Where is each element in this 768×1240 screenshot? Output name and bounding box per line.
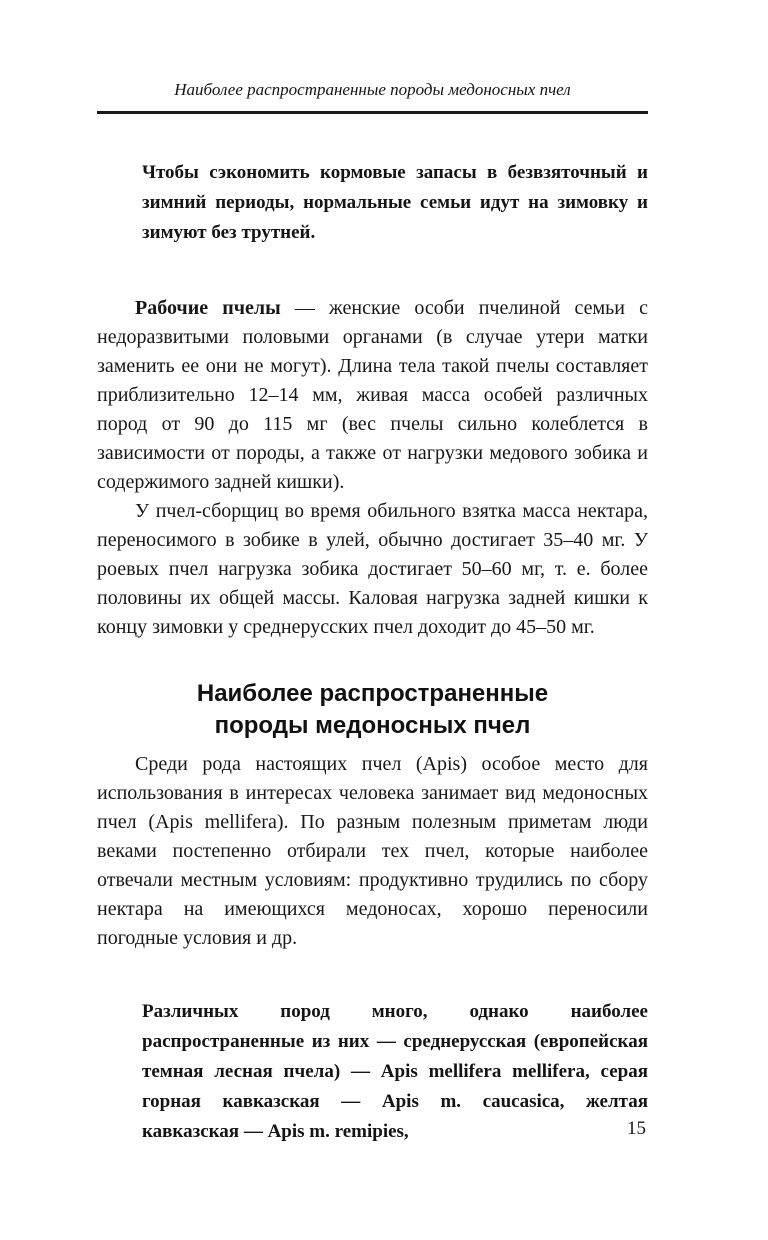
section-heading-line1: Наиболее распространенные <box>196 680 549 707</box>
paragraph-worker-bees-text: — женские особи пчелиной семьи с недоразвитыми половыми органами (в случае утери матки заменить ее они не могут). Длина тела такой пчелы составляет приблизительно 12–14 мм, живая масса особей различных пород от 90 до 115 мг (вес пчелы сильно колеблется в зависимости от породы, а также от нагрузки медового зобика и содержимого задней кишки). <box>97 297 648 493</box>
callout-wintering: Чтобы сэкономить кормовые запасы в безвзяточный и зимний периоды, нормальные семьи идут на зимовку и зимуют без трутней. <box>142 162 648 243</box>
running-header: Наиболее распространенные породы медоносных пчел <box>174 80 571 99</box>
section-heading-line2: породы медоносных пчел <box>214 712 531 739</box>
paragraph-worker-bees-lead: Рабочие пчелы <box>135 297 281 319</box>
paragraph-worker-bees <box>97 294 648 497</box>
paragraph-nectar-load: У пчел-сборщиц во время обильного взятка масса нектара, переносимого в зобике в улей, обычно достигает 35–40 мг. У роевых пчел нагрузка зобика достигает 50–60 мг, т. е. более половины их общей массы. Каловая нагрузка задней кишки к концу зимовки у среднерусских пчел доходит до 45–50 мг. <box>97 500 648 638</box>
section-heading <box>97 678 648 742</box>
page-number: 15 <box>627 1118 646 1139</box>
callout-breeds: Различных пород много, однако наиболее распространенные из них — среднерусская (европейская темная лесная пчела) — Apis mellifera mellifera, серая горная кавказская — Apis m. caucasica, желтая кавказская — Apis m. remipies, <box>142 1001 648 1142</box>
page-content <box>97 80 648 1147</box>
header-rule-divider <box>97 111 648 114</box>
paragraph-apis: Среди рода настоящих пчел (Apis) особое место для использования в интересах человека занимает вид медоносных пчел (Apis mellifera). По разным полезным приметам люди веками постепенно отбирали тех пчел, которые наиболее отвечали местным условиям: продуктивно трудились по сбору нектара на имеющихся медоносах, хорошо переносили погодные условия и др. <box>97 753 648 949</box>
